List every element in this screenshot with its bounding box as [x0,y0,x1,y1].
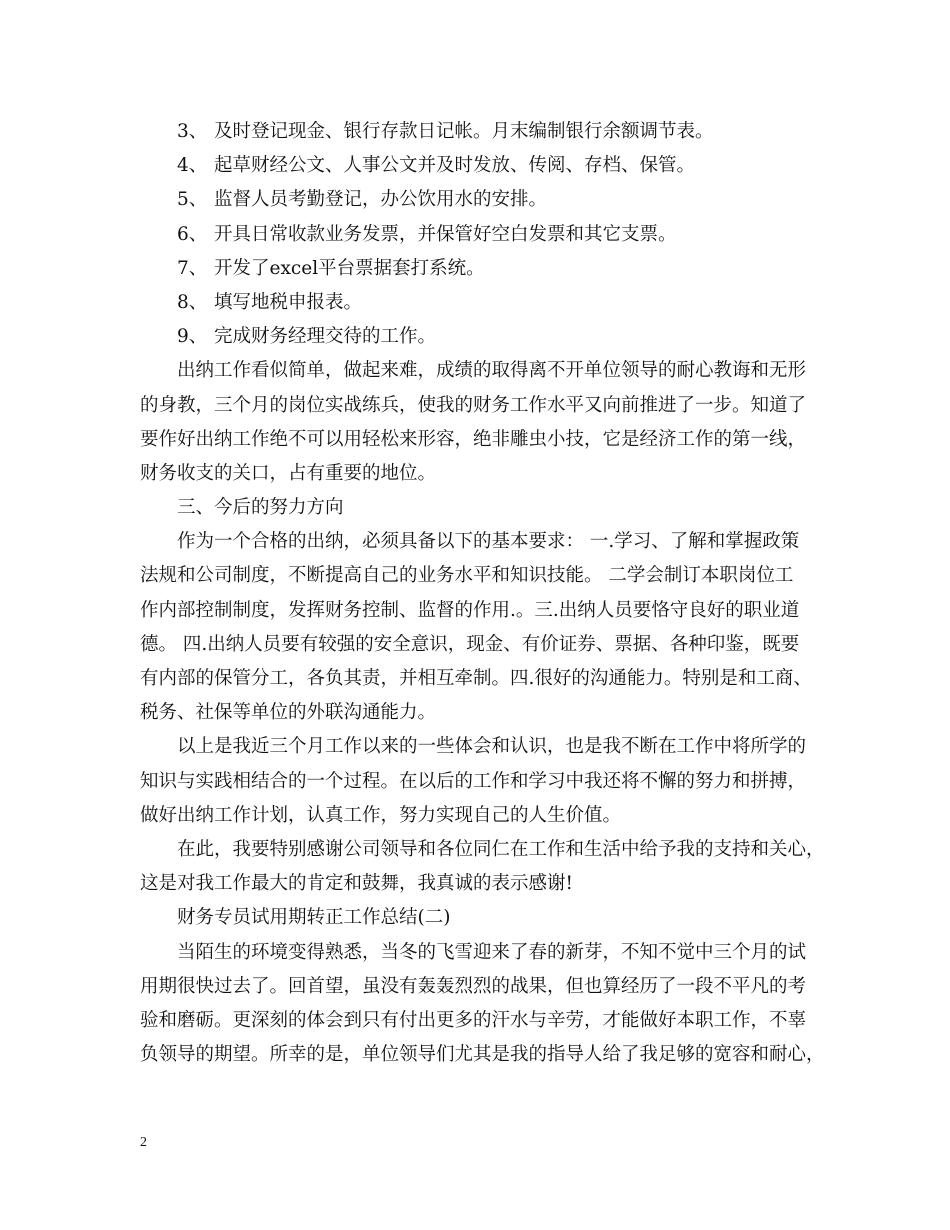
paragraph-reflection [140,730,820,833]
paragraph-line: 有内部的保管分工，各负其责，并相互牵制。四.很好的沟通能力。特别是和工商、 [140,668,812,689]
paragraph-thanks [140,833,825,901]
paragraph-line: 出纳工作看似简单，做起来难，成绩的取得离不开单位领导的耐心教诲和无形 [177,360,807,382]
list-item [140,183,820,217]
item-number: 9、 [177,326,208,348]
paragraph-line: 知识与实践相结合的一个过程。在以后的工作和学习中我还将不懈的努力和拼搏， [140,770,807,792]
item-number: 5、 [177,189,208,211]
list-item [140,320,820,354]
paragraph-line: 这是对我工作最大的肯定和鼓舞，我真诚的表示感谢! [140,873,573,895]
item-number: 8、 [177,291,208,313]
item-text: 起草财经公文、人事公文并及时发放、传阅、存档、保管。 [214,155,696,177]
item-text: 开具日常收款业务发票，并保管好空白发票和其它支票。 [214,223,677,245]
document-subtitle: 财务专员试用期转正工作总结(二) [177,907,451,929]
paragraph-line: 作为一个合格的出纳，必须具备以下的基本要求： 一.学习、了解和掌握政策 [177,531,800,553]
list-item [140,252,820,286]
item-text: 开发了excel平台票据套打系统。 [214,257,485,279]
paragraph-line: 作内部控制制度，发挥财务控制、监督的作用.。三.出纳人员要恪守良好的职业道 [140,599,800,621]
paragraph-line: 税务、社保等单位的外联沟通能力。 [140,702,437,724]
paragraph-line: 财务收支的关口，占有重要的地位。 [140,462,437,484]
paragraph-line: 以上是我近三个月工作以来的一些体会和认识，也是我不断在工作中将所学的 [177,736,807,758]
item-number: 6、 [177,223,208,245]
paragraph-line: 法规和公司制度，不断提高自己的业务水平和知识技能。 二学会制订本职岗位工 [140,565,794,587]
paragraph-line: 当陌生的环境变得熟悉，当冬的飞雪迎来了春的新芽，不知不觉中三个月的试 [177,941,807,963]
item-number: 7、 [177,257,208,279]
paragraph-line: 负领导的期望。所幸的是，单位领导们尤其是我的指导人给了我足够的宽容和耐心， [140,1044,825,1066]
page-number: 2 [140,1135,147,1150]
paragraph-line: 用期很快过去了。回首望，虽没有轰轰烈烈的战果，但也算经历了一段不平凡的考 [140,975,807,997]
list-item [140,218,820,252]
list-item [140,149,820,183]
paragraph-line: 的身教，三个月的岗位实战练兵，使我的财务工作水平又向前推进了一步。知道了 [140,394,807,416]
document-body [140,115,825,1072]
paragraph-cashier-work [140,354,820,491]
item-text: 完成财务经理交待的工作。 [214,326,437,348]
item-text: 填写地税申报表。 [214,291,363,313]
paragraph-line: 在此，我要特别感谢公司领导和各位同仁在工作和生活中给予我的支持和关心， [177,838,825,860]
list-item [140,286,820,320]
paragraph-line: 德。 四.出纳人员要有较强的安全意识，现金、有价证券、票据、各种印鉴，既要 [140,633,800,655]
paragraph-line: 做好出纳工作计划，认真工作，努力实现自己的人生价值。 [140,804,622,826]
list-item [140,115,820,149]
item-number: 3、 [177,121,208,142]
item-text: 及时登记现金、银行存款日记帐。月末编制银行余额调节表。 [214,121,714,142]
paragraph-requirements [140,525,820,730]
item-number: 4、 [177,155,208,177]
section-heading: 三、今后的努力方向 [177,497,344,519]
item-text: 监督人员考勤登记，办公饮用水的安排。 [214,189,548,211]
paragraph-intro-two [140,936,825,1073]
paragraph-line: 要作好出纳工作绝不可以用轻松来形容，绝非雕虫小技，它是经济工作的第一线， [140,428,807,450]
paragraph-line: 验和磨砺。更深刻的体会到只有付出更多的汗水与辛劳，才能做好本职工作，不辜 [140,1009,807,1031]
